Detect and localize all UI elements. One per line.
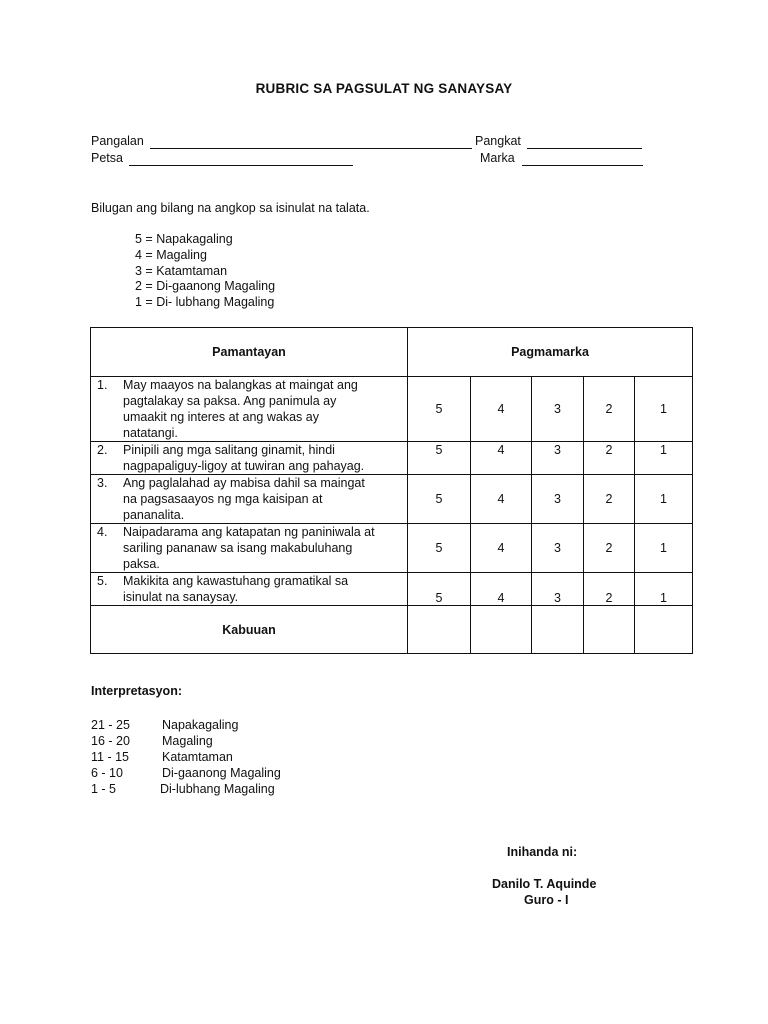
total-row — [91, 606, 693, 654]
score-option[interactable]: 5 — [408, 573, 471, 606]
date-field — [91, 151, 123, 165]
score-option[interactable]: 5 — [408, 442, 471, 475]
score-option[interactable]: 2 — [584, 573, 635, 606]
criterion-cell — [91, 524, 408, 573]
rating-scale — [135, 232, 275, 311]
score-range: 1 - 5 — [91, 782, 117, 796]
score-label: Napakagaling — [162, 718, 239, 732]
total-cell[interactable] — [408, 606, 471, 654]
score-range: 16 - 20 — [91, 734, 130, 748]
name-line[interactable] — [150, 148, 472, 149]
score-label: Magaling — [162, 734, 213, 748]
score-range: 21 - 25 — [91, 718, 130, 732]
group-label: Pangkat — [475, 134, 521, 148]
score-header: Pagmamarka — [408, 328, 693, 377]
total-cell[interactable] — [584, 606, 635, 654]
interpretation-row — [91, 733, 351, 749]
score-option[interactable]: 1 — [635, 377, 693, 442]
score-option[interactable]: 2 — [584, 475, 635, 524]
group-field — [475, 134, 521, 148]
date-label: Petsa — [91, 151, 123, 165]
criterion-number: 2. — [97, 443, 108, 457]
score-option[interactable]: 5 — [408, 524, 471, 573]
score-label: Katamtaman — [162, 750, 233, 764]
score-option[interactable]: 4 — [471, 475, 532, 524]
grade-field — [480, 151, 515, 165]
criterion-text: sariling pananaw sa isang makabuluhang — [123, 541, 353, 555]
scale-item: 1 = Di- lubhang Magaling — [135, 295, 275, 310]
total-cell[interactable] — [532, 606, 584, 654]
table-row — [91, 442, 693, 475]
interpretation-row — [91, 781, 351, 797]
page-title: RUBRIC SA PAGSULAT NG SANAYSAY — [255, 81, 513, 96]
name-label: Pangalan — [91, 134, 144, 148]
table-row — [91, 475, 693, 524]
score-option[interactable]: 2 — [584, 442, 635, 475]
score-option[interactable]: 2 — [584, 377, 635, 442]
total-cell[interactable] — [635, 606, 693, 654]
grade-line[interactable] — [522, 165, 643, 166]
score-option[interactable]: 3 — [532, 573, 584, 606]
score-option[interactable]: 5 — [408, 475, 471, 524]
scale-item: 5 = Napakagaling — [135, 232, 233, 246]
score-option[interactable]: 4 — [471, 573, 532, 606]
score-option[interactable]: 4 — [471, 377, 532, 442]
criterion-text: Ang paglalahad ay mabisa dahil sa maingat — [123, 476, 365, 490]
teacher-position: Guro - I — [524, 893, 569, 907]
score-option[interactable]: 1 — [635, 573, 693, 606]
name-field — [91, 134, 144, 148]
score-range: 6 - 10 — [91, 766, 123, 780]
interpretation-row — [91, 765, 351, 781]
prepared-by-label: Inihanda ni: — [507, 845, 578, 859]
scale-item: 3 = Katamtaman — [135, 263, 228, 278]
criterion-text: pagtalakay sa paksa. Ang panimula ay — [123, 394, 337, 408]
criterion-text: May maayos na balangkas at maingat ang — [123, 378, 358, 392]
score-label: Di-gaanong Magaling — [162, 766, 281, 780]
total-cell[interactable] — [471, 606, 532, 654]
score-option[interactable]: 5 — [408, 377, 471, 442]
criterion-text: umaakit ng interes at ang wakas ay — [123, 410, 319, 424]
criterion-text: na pagsasaayos ng mga kaisipan at — [123, 492, 323, 506]
score-option[interactable]: 3 — [532, 377, 584, 442]
criterion-cell — [91, 475, 408, 524]
date-line[interactable] — [129, 165, 353, 166]
rubric-table — [90, 327, 693, 654]
teacher-name: Danilo T. Aquinde — [492, 877, 597, 891]
criterion-text: paksa. — [123, 557, 160, 571]
criteria-header: Pamantayan — [91, 328, 408, 377]
score-option[interactable]: 4 — [471, 524, 532, 573]
score-option[interactable]: 3 — [532, 475, 584, 524]
criterion-text: Pinipili ang mga salitang ginamit, hindi — [123, 443, 335, 457]
interpretation-list — [91, 717, 351, 797]
criterion-text: pananalita. — [123, 508, 185, 522]
criterion-text: isinulat na sanaysay. — [123, 590, 239, 604]
score-option[interactable]: 3 — [532, 442, 584, 475]
score-label: Di-lubhang Magaling — [160, 782, 275, 796]
criterion-number: 4. — [97, 525, 108, 539]
criterion-text: Naipadarama ang katapatan ng paniniwala at — [123, 525, 375, 539]
group-line[interactable] — [527, 148, 642, 149]
score-range: 11 - 15 — [91, 750, 129, 764]
criterion-number: 5. — [97, 574, 108, 588]
score-option[interactable]: 1 — [635, 475, 693, 524]
table-row — [91, 524, 693, 573]
total-label: Kabuuan — [91, 606, 408, 654]
criterion-text: natatangi. — [123, 426, 178, 440]
criterion-text: nagpapaliguy-ligoy at tuwiran ang pahayag. — [123, 459, 365, 473]
score-option[interactable]: 1 — [635, 442, 693, 475]
interpretation-row — [91, 749, 351, 765]
criterion-number: 1. — [97, 378, 108, 392]
score-option[interactable]: 1 — [635, 524, 693, 573]
score-option[interactable]: 2 — [584, 524, 635, 573]
criterion-cell — [91, 573, 408, 606]
grade-label: Marka — [480, 151, 515, 165]
scale-item: 2 = Di-gaanong Magaling — [135, 279, 276, 294]
criterion-cell — [91, 377, 408, 442]
instruction: Bilugan ang bilang na angkop sa isinulat na talata. — [91, 201, 370, 215]
criterion-cell — [91, 442, 408, 475]
criterion-number: 3. — [97, 476, 108, 490]
table-row — [91, 377, 693, 442]
table-row — [91, 573, 693, 606]
interpretation-row — [91, 717, 351, 733]
interpretation-title: Interpretasyon: — [91, 684, 182, 698]
score-option[interactable]: 4 — [471, 442, 532, 475]
scale-item: 4 = Magaling — [135, 247, 207, 262]
criterion-text: Makikita ang kawastuhang gramatikal sa — [123, 574, 349, 588]
score-option[interactable]: 3 — [532, 524, 584, 573]
